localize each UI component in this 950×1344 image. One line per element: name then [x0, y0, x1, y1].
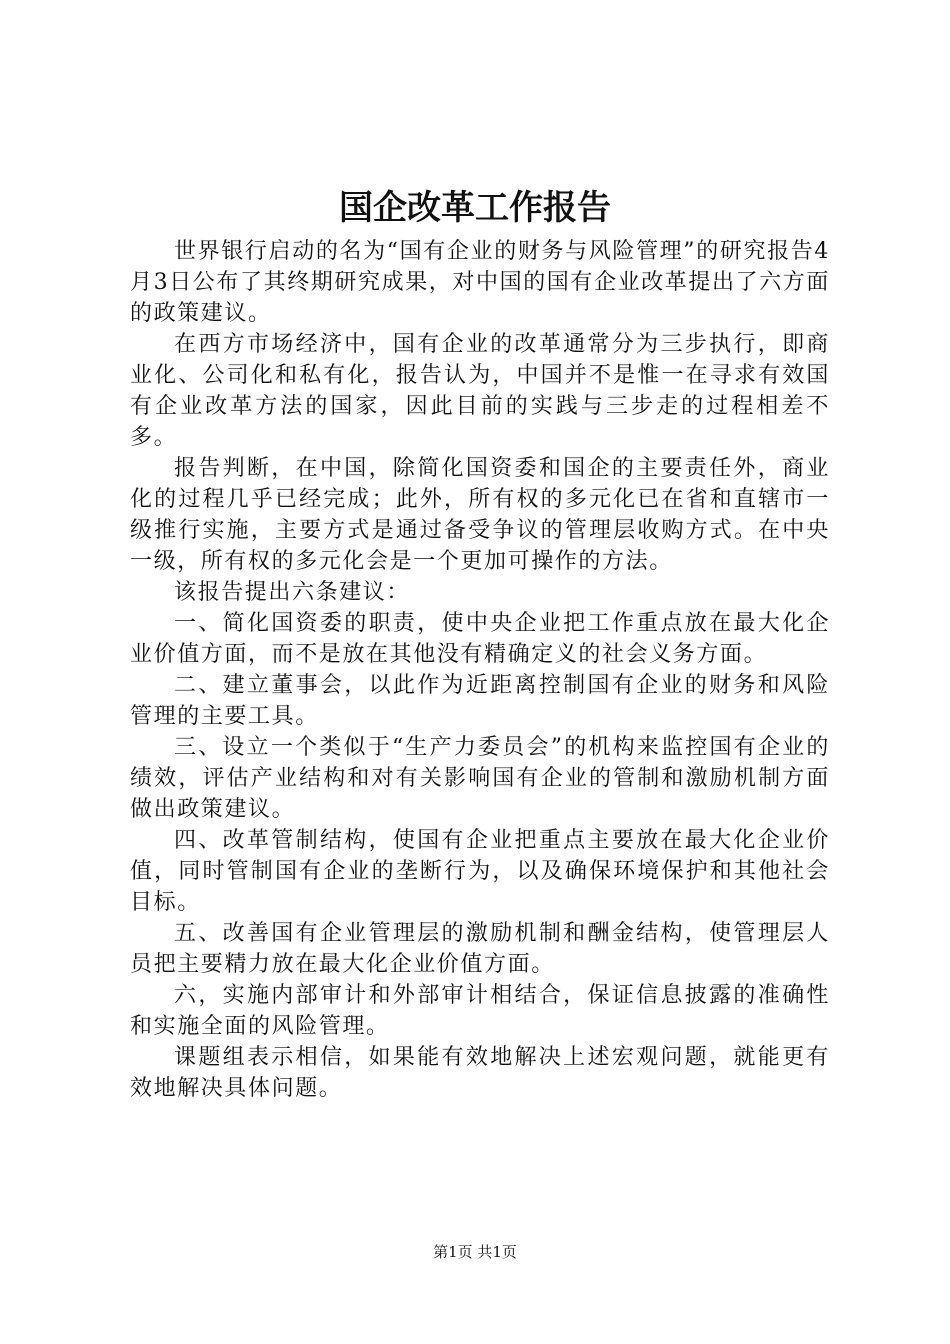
- paragraph-proposal-2: 二、建立董事会，以此作为近距离控制国有企业的财务和风险管理的主要工具。: [130, 673, 830, 729]
- paragraph-proposal-5: 五、改善国有企业管理层的激励机制和酬金结构，使管理层人员把主要精力放在最大化企业价值方面。: [130, 921, 830, 977]
- paragraph-western-reform: 在西方市场经济中，国有企业的改革通常分为三步执行，即商业化、公司化和私有化，报告认为，中国并不是惟一在寻求有效国有企业改革方法的国家，因此目前的实践与三步走的过程相差不多。: [130, 332, 830, 450]
- paragraph-report-judgment: 报告判断，在中国，除简化国资委和国企的主要责任外，商业化的过程几乎已经完成；此外，所有权的多元化已在省和直辖市一级推行实施，主要方式是通过备受争议的管理层收购方式。在中央一级，所有权的多元化会是一个更加可操作的方法。: [130, 456, 830, 574]
- paragraph-conclusion: 课题组表示相信，如果能有效地解决上述宏观问题，就能更有效地解决具体问题。: [130, 1045, 830, 1101]
- paragraph-proposal-4: 四、改革管制结构，使国有企业把重点主要放在最大化企业价值，同时管制国有企业的垄断行为，以及确保环境保护和其他社会目标。: [130, 828, 830, 915]
- paragraph-proposal-3: 三、设立一个类似于“生产力委员会”的机构来监控国有企业的绩效，评估产业结构和对有关影响国有企业的管制和激励机制方面做出政策建议。: [130, 735, 830, 822]
- paragraph-proposal-1: 一、简化国资委的职责，使中央企业把工作重点放在最大化企业价值方面，而不是放在其他没有精确定义的社会义务方面。: [130, 611, 830, 667]
- paragraph-proposal-6: 六，实施内部审计和外部审计相结合，保证信息披露的准确性和实施全面的风险管理。: [130, 983, 830, 1039]
- paragraph-intro: 世界银行启动的名为“国有企业的财务与风险管理”的研究报告4月3日公布了其终期研究成果，对中国的国有企业改革提出了六方面的政策建议。: [130, 239, 830, 326]
- paragraph-six-proposals-intro: 该报告提出六条建议：: [174, 580, 411, 605]
- document-title: 国企改革工作报告: [339, 188, 611, 228]
- document-body: [130, 236, 830, 1104]
- page-footer: 第1页 共1页: [433, 1243, 517, 1261]
